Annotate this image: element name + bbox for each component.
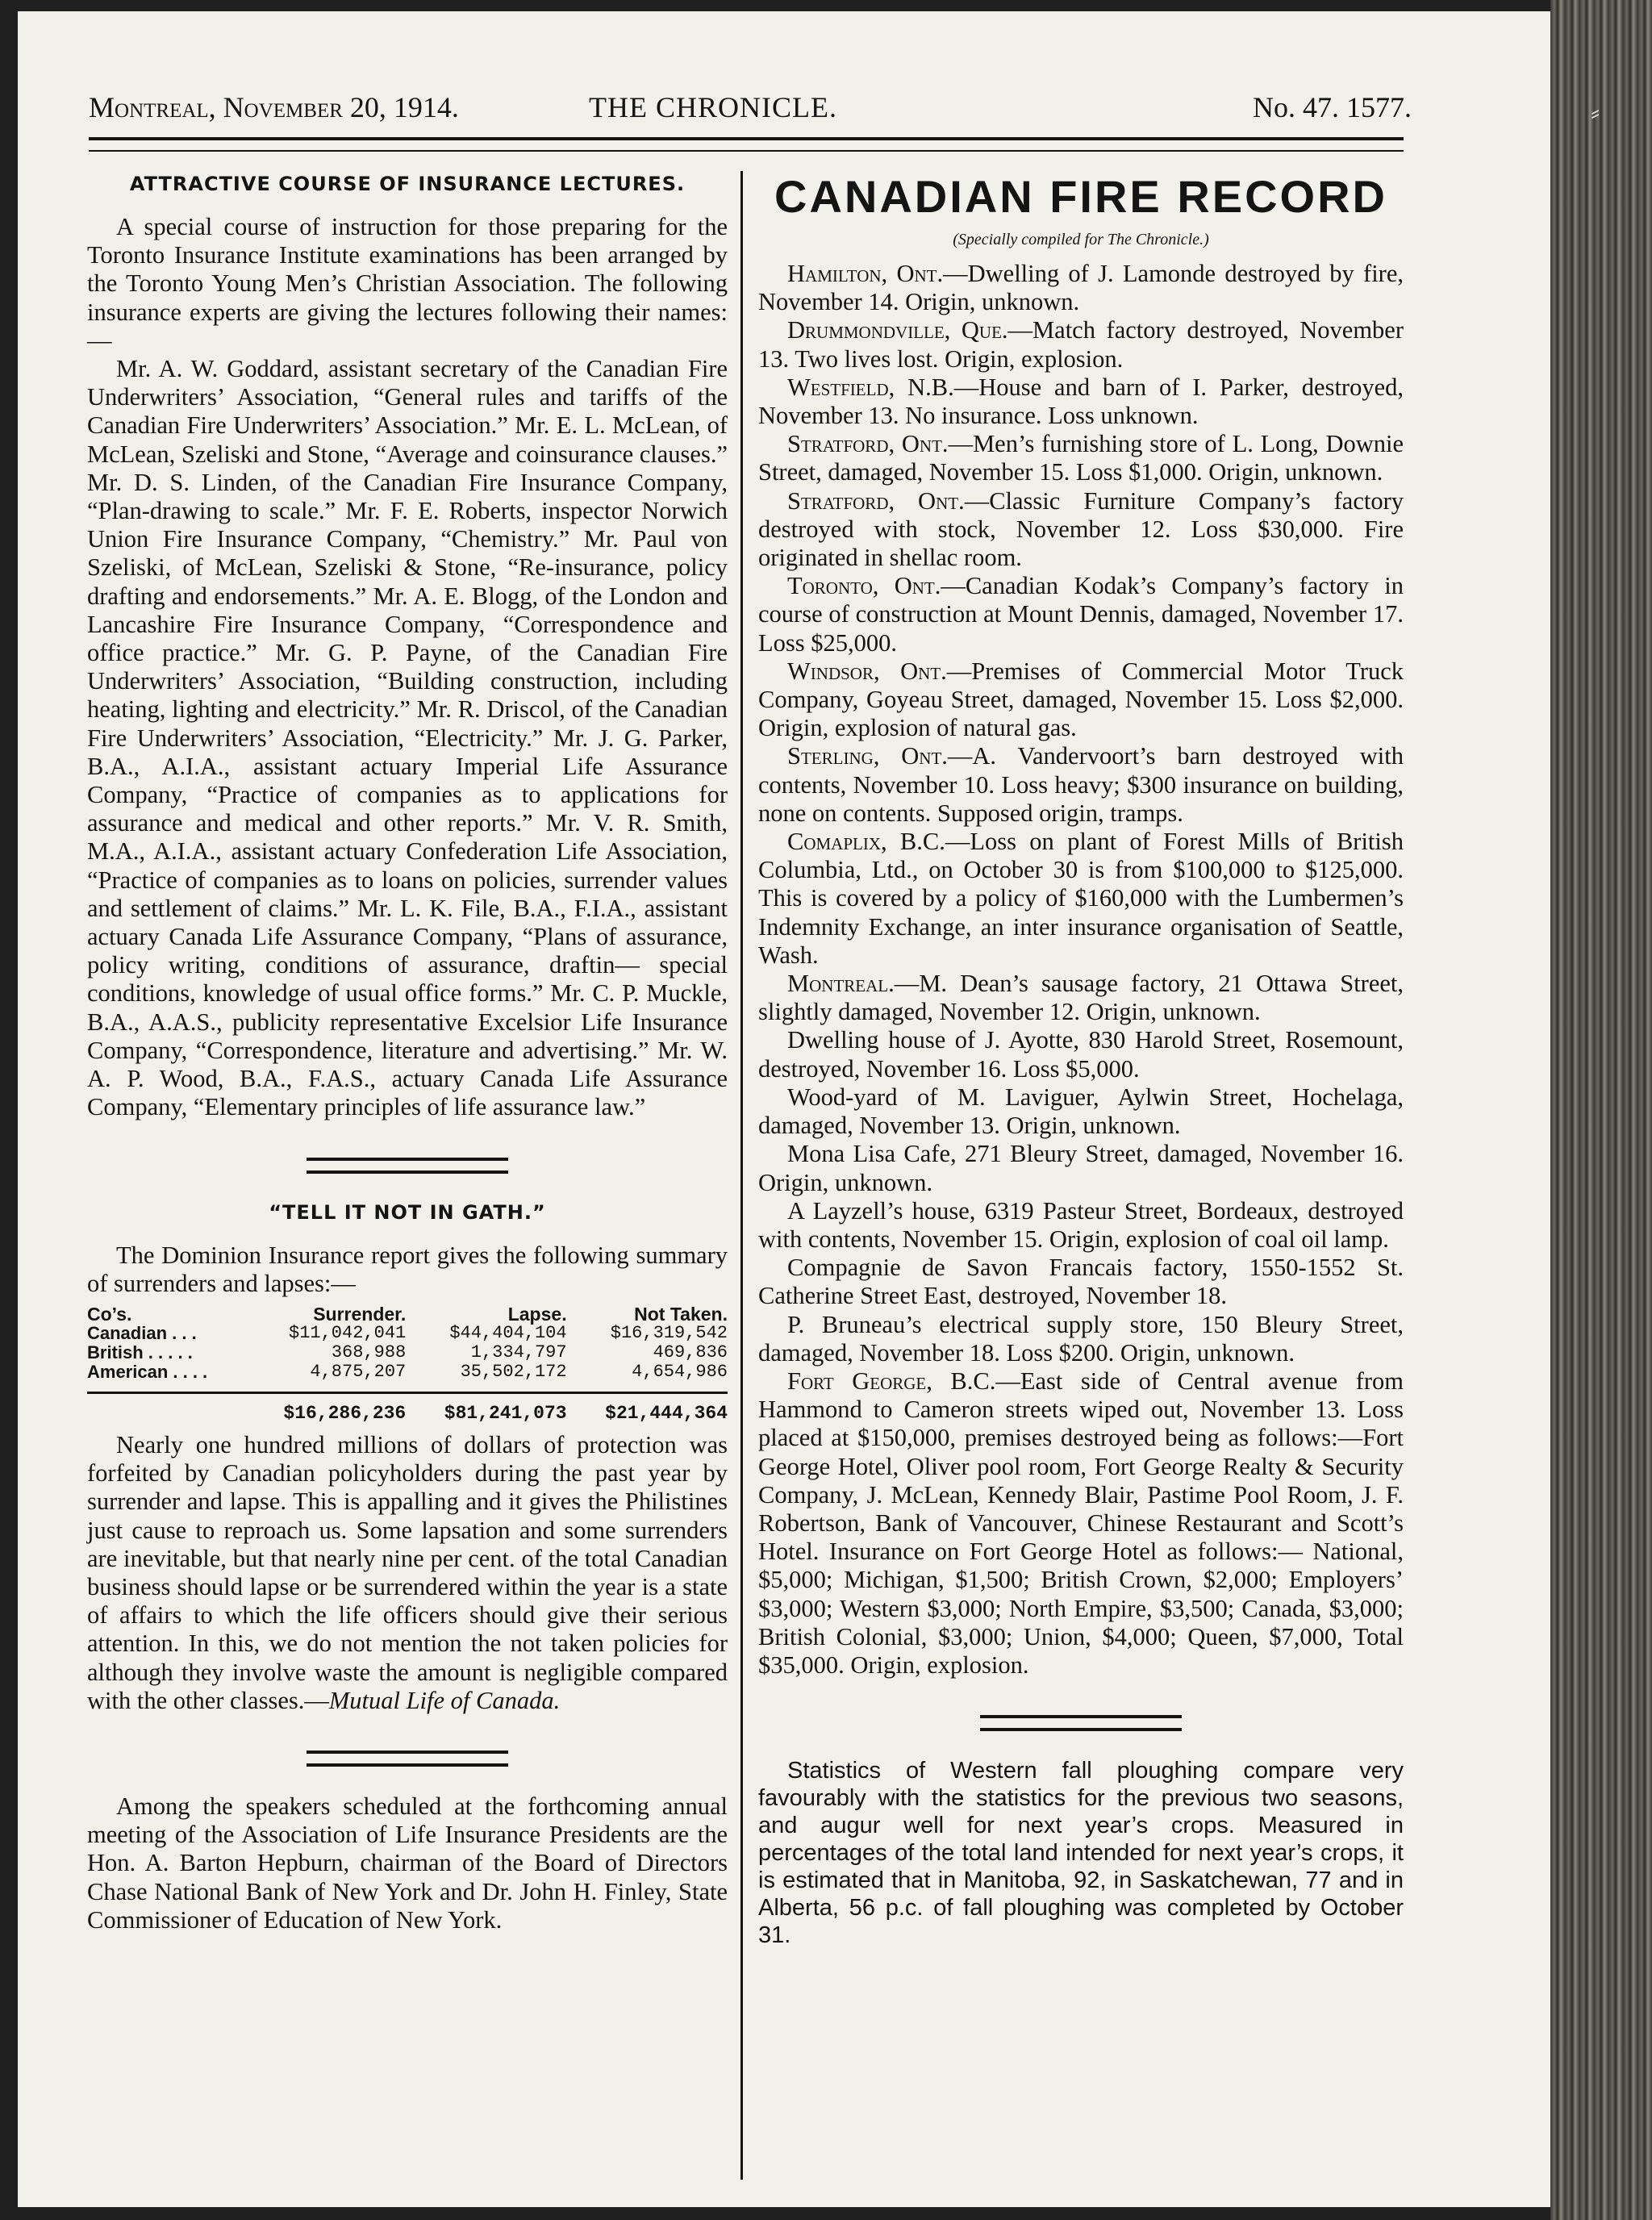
table-total-cell: $21,444,364 (567, 1392, 728, 1423)
fire-entry (758, 373, 1404, 430)
table-total-cell: $16,286,236 (245, 1392, 406, 1423)
table-cell: Canadian . . . (87, 1322, 197, 1343)
section-rule (980, 1715, 1182, 1731)
fire-record-credit: (Specially compiled for The Chronicle.) (953, 231, 1209, 248)
fire-entry-text: A Layzell’s house, 6319 Pasteur Street, Bordeaux, destroyed with contents, November 15. Origin, explosion of coal oil lamp. (758, 1196, 1404, 1253)
fire-entry-text: —East side of Central avenue from Hammond to Cameron streets wiped out, November 13. Loss placed at $150,000, premises destroyed being as follows:—Fort George Hotel, Oliver pool room, Fort George Realty & Security Company, J. McLean, Kennedy Blair, Pastime Pool Room, J. F. Robertson, Bank of Vancouver, Chinese Restaurant and Scott’s Hotel. Insurance on Fort George Hotel as follows:— National, $5,000; Michigan, $1,500; British Crown, $2,000; Employers’ $3,000; Western $3,000; North Empire, $3,500; Canada, $3,000; British Colonial, $3,000; Union, $4,000; Queen, $7,000, Total $35,000. Origin, explosion. (758, 1367, 1404, 1679)
fire-entry-text: Dwelling house of J. Ayotte, 830 Harold Street, Rosemount, destroyed, November 16. Loss $5,000. (758, 1026, 1404, 1083)
table-row (87, 1362, 728, 1382)
column-divider (740, 171, 743, 2180)
lectures-list: Mr. A. W. Goddard, assistant secretary of the Canadian Fire Underwriters’ Association, “General rules and tariffs of the Canadian Fire Underwriters’ Association.” Mr. E. L. McLean, of McLean, Szeliski and Stone, “Average and coinsurance clauses.” Mr. D. S. Linden, of the Canadian Fire Insurance Company, “Plan-drawing to scale.” Mr. F. E. Roberts, inspector Norwich Union Fire Insurance Company, “Chemistry.” Mr. Paul von Szeliski, of McLean, Szeliski & Stone, “Re-insurance, policy drafting and endorsements.” Mr. A. E. Blogg, of the London and Lancashire Fire Insurance Company, “Correspondence and office practice.” Mr. G. P. Payne, of the Canadian Fire Underwriters’ Association, “Building construction, including heating, lighting and electricity.” Mr. R. Driscol, of the Canadian Fire Underwriters’ Association, “Electricity.” Mr. J. G. Parker, B.A., A.I.A., assistant actuary Imperial Life Assurance Company, “Practice of companies as to applications for assurance and medical and other reports.” Mr. V. R. Smith, M.A., A.I.A., assistant actuary Confederation Life Association, “Practice of companies as to loans on policies, surrender values and settlement of claims.” Mr. L. K. File, B.A., F.I.A., assistant actuary Canada Life Assurance Company, “Plans of assurance, policy writing, conditions of assurance, draftin— special conditions, knowledge of usual office forms.” Mr. C. P. Muckle, B.A., A.A.S., publicity representative Excelsior Life Insurance Company, “Correspondence, literature and advertising.” Mr. W. A. P. Wood, B.A., F.A.S., actuary Canada Life Assurance Company, “Elementary principles of life assurance law.” (87, 355, 728, 1121)
table-cell (87, 1392, 245, 1423)
running-head (89, 87, 1412, 127)
fire-entry (758, 487, 1404, 573)
fire-entry-text: Compagnie de Savon Francais factory, 1550-1552 St. Catherine Street East, destroyed, November 18. (758, 1254, 1404, 1310)
gutter-mark: ⸗ (1591, 98, 1600, 127)
section-rule (307, 1158, 508, 1174)
fire-entry-place: Fort George, B.C. (787, 1367, 996, 1395)
fire-entry-text: —A. Vandervoort’s barn destroyed with contents, November 10. Loss heavy; $300 insurance on building, none on contents. Supposed origin, tramps. (758, 742, 1404, 827)
gath-heading: “TELL IT NOT IN GATH.” (269, 1200, 546, 1224)
fire-entry-text: —M. Dean’s sausage factory, 21 Ottawa Street, slightly damaged, November 12. Origin, unknown. (758, 970, 1404, 1026)
fire-entry-place: Stratford, Ont. (787, 486, 965, 515)
fire-entry (758, 1197, 1404, 1254)
table-header-cell: Surrender. (313, 1303, 407, 1325)
fire-entry-text: —Premises of Commercial Motor Truck Company, Goyeau Street, damaged, November 15. Loss $2,000. Origin, explosion of natural gas. (758, 657, 1404, 742)
fire-entry-place: Westfield, N.B. (787, 373, 954, 401)
fire-entry (758, 828, 1404, 970)
surrenders-table (87, 1304, 728, 1423)
fire-entry-place: Drummondville, Que. (787, 316, 1008, 344)
table-cell: 1,334,797 (470, 1342, 567, 1362)
fire-entry-text: P. Bruneau’s electrical supply store, 150 Bleury Street, damaged, November 18. Loss $200. Origin, unknown. (758, 1310, 1404, 1367)
table-cell: $16,319,542 (610, 1322, 728, 1343)
table-cell: 368,988 (331, 1342, 407, 1362)
fire-entry-text: —House and barn of I. Parker, destroyed, November 13. No insurance. Loss unknown. (758, 373, 1404, 430)
fire-entry (758, 1140, 1404, 1196)
gath-source: Mutual Life of Canada. (328, 1686, 561, 1714)
gath-intro: The Dominion Insurance report gives the following summary of surrenders and lapses:— (87, 1241, 728, 1297)
header-rule (89, 137, 1404, 152)
left-column (87, 171, 728, 1934)
right-column (758, 171, 1404, 1949)
table-cell: 35,502,172 (460, 1361, 567, 1382)
table-header-cell: Lapse. (507, 1303, 567, 1325)
fire-entry-text: —Match factory destroyed, November 13. Two lives lost. Origin, explosion. (758, 316, 1404, 373)
fire-entry-text: —Dwelling of J. Lamonde destroyed by fire, November 14. Origin, unknown. (758, 260, 1404, 316)
fire-record-heading: CANADIAN FIRE RECORD (774, 171, 1387, 222)
table-header-row (87, 1304, 728, 1324)
fire-entry-text: —Classic Furniture Company’s factory destroyed with stock, November 12. Loss $30,000. Fire originated in shellac room. (758, 486, 1404, 572)
running-head-page-number: No. 47. 1577. (1253, 91, 1412, 123)
fire-entry-text: —Canadian Kodak’s Company’s factory in course of construction at Mount Dennis, damaged, November 17. Loss $25,000. (758, 572, 1404, 657)
ploughing-paragraph: Statistics of Western fall ploughing compare very favourably with the statistics for the previous two seasons, and augur well for next year’s crops. Measured in percentages of the total land intended for next year’s crops, it is estimated that in Manitoba, 92, in Saskatchewan, 77 and in Alberta, 56 p.c. of fall ploughing was completed by October 31. (758, 1758, 1404, 1949)
fire-entry (758, 1083, 1404, 1140)
lectures-heading: ATTRACTIVE COURSE OF INSURANCE LECTURES. (129, 173, 686, 195)
fire-entry (758, 260, 1404, 316)
table-row (87, 1343, 728, 1362)
table-spacer (87, 1382, 728, 1393)
gath-commentary (87, 1431, 728, 1715)
table-cell: $11,042,041 (289, 1322, 407, 1343)
fire-entry (758, 742, 1404, 828)
fire-entry (758, 572, 1404, 657)
fire-entry-place: Toronto, Ont. (787, 572, 941, 600)
table-header-cell: Co’s. (87, 1303, 132, 1325)
table-total-row (87, 1392, 728, 1423)
fire-entry (758, 430, 1404, 486)
fire-entry-place: Hamilton, Ont. (787, 260, 944, 287)
table-cell: British . . . . . (87, 1342, 193, 1362)
table-cell: American . . . . (87, 1361, 208, 1382)
book-gutter (1550, 0, 1652, 2220)
fire-entry (758, 970, 1404, 1026)
fire-entry (758, 1254, 1404, 1310)
fire-entry-text: —Men’s furnishing store of L. Long, Downie Street, damaged, November 15. Loss $1,000. Origin, unknown. (758, 430, 1404, 486)
fire-entry (758, 1311, 1404, 1367)
fire-entries (758, 260, 1404, 1680)
speakers-paragraph: Among the speakers scheduled at the forthcoming annual meeting of the Association of Life Insurance Presidents are the Hon. A. Barton Hepburn, chairman of the Board of Directors Chase National Bank of New York and Dr. John H. Finley, State Commissioner of Education of New York. (87, 1792, 728, 1934)
fire-entry-place: Sterling, Ont. (787, 742, 948, 770)
section-rule (307, 1751, 508, 1767)
fire-entry-place: Montreal. (787, 970, 895, 998)
table-cell: $44,404,104 (449, 1322, 567, 1343)
fire-entry (758, 316, 1404, 373)
fire-entry (758, 1026, 1404, 1083)
fire-entry-text: —Loss on plant of Forest Mills of British Columbia, Ltd., on October 30 is from $100,000 to $125,000. This is covered by a policy of $160,000 with the Lumbermen’s Indemnity Exchange, an inter insurance organisation of Seattle, Wash. (758, 828, 1404, 969)
table-cell: 4,654,986 (632, 1361, 728, 1382)
fire-entry (758, 1367, 1404, 1680)
fire-entry-place: Windsor, Ont. (787, 657, 947, 685)
table-row (87, 1324, 728, 1343)
fire-entry-text: Mona Lisa Cafe, 271 Bleury Street, damaged, November 16. Origin, unknown. (758, 1140, 1404, 1196)
fire-entry-place: Stratford, Ont. (787, 430, 949, 458)
table-cell: 4,875,207 (310, 1361, 407, 1382)
gath-commentary-text: Nearly one hundred millions of dollars of protection was forfeited by Canadian policyholders during the past year by surrender and lapse. This is appalling and it gives the Philistines just cause to reproach us. Some lapsation and some surrenders are inevitable, but that nearly nine per cent. of the total Canadian business should lapse or be surrendered within the year is a state of affairs to which the life officers should give their serious attention. In this, we do not mention the not taken policies for although they involve waste the amount is negligible compared with the other classes.— (87, 1430, 728, 1714)
running-head-title: THE CHRONICLE. (589, 91, 837, 123)
running-head-date: Montreal, November 20, 1914. (89, 91, 459, 123)
table-cell: 469,836 (653, 1342, 728, 1362)
table-total-cell: $81,241,073 (406, 1392, 566, 1423)
fire-entry (758, 657, 1404, 743)
table-header-cell: Not Taken. (634, 1303, 728, 1325)
fire-entry-text: Wood-yard of M. Laviguer, Aylwin Street, Hochelaga, damaged, November 13. Origin, unknown. (758, 1083, 1404, 1140)
lectures-intro: A special course of instruction for those preparing for the Toronto Insurance Institute examinations has been arranged by the Toronto Young Men’s Christian Association. The following insurance experts are giving the lectures following their names:— (87, 213, 728, 354)
fire-entry-place: Comaplix, B.C. (787, 828, 945, 856)
